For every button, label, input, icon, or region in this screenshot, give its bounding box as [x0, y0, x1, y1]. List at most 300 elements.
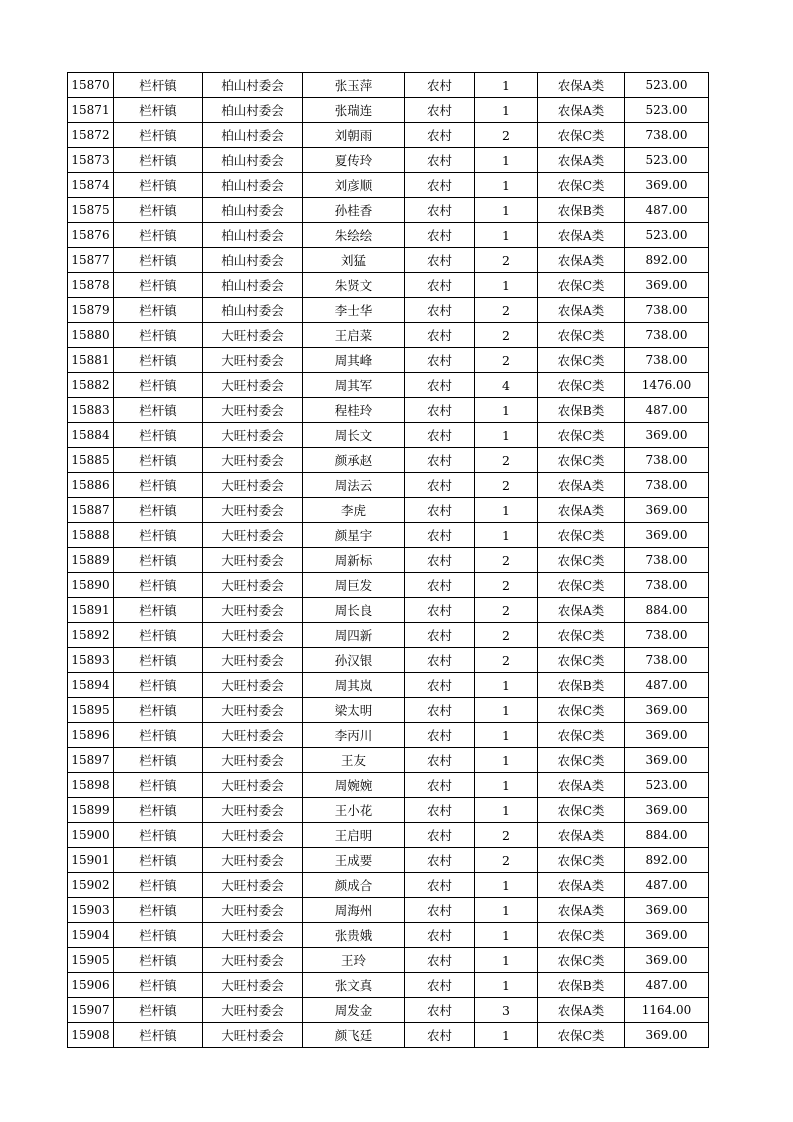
amount-cell: 369.00 — [625, 523, 709, 548]
table-row — [68, 823, 709, 848]
insurance-category-cell: 农保C类 — [538, 1023, 625, 1048]
village-committee-cell: 大旺村委会 — [203, 823, 303, 848]
village-committee-cell: 大旺村委会 — [203, 323, 303, 348]
household-type-cell: 农村 — [405, 98, 475, 123]
insurance-category-cell: 农保A类 — [538, 98, 625, 123]
person-name-cell: 颜承赵 — [303, 448, 405, 473]
village-committee-cell: 大旺村委会 — [203, 723, 303, 748]
amount-cell: 738.00 — [625, 548, 709, 573]
village-committee-cell: 大旺村委会 — [203, 673, 303, 698]
insurance-category-cell: 农保C类 — [538, 273, 625, 298]
record-id-cell: 15897 — [68, 748, 114, 773]
insurance-category-cell: 农保C类 — [538, 373, 625, 398]
household-type-cell: 农村 — [405, 448, 475, 473]
amount-cell: 1476.00 — [625, 373, 709, 398]
record-id-cell: 15900 — [68, 823, 114, 848]
town-cell: 栏杆镇 — [114, 1023, 203, 1048]
person-name-cell: 周发金 — [303, 998, 405, 1023]
record-id-cell: 15886 — [68, 473, 114, 498]
town-cell: 栏杆镇 — [114, 473, 203, 498]
table-row — [68, 548, 709, 573]
amount-cell: 738.00 — [625, 323, 709, 348]
household-type-cell: 农村 — [405, 873, 475, 898]
record-id-cell: 15889 — [68, 548, 114, 573]
record-id-cell: 15888 — [68, 523, 114, 548]
amount-cell: 523.00 — [625, 223, 709, 248]
member-count-cell: 1 — [475, 523, 538, 548]
member-count-cell: 1 — [475, 173, 538, 198]
household-type-cell: 农村 — [405, 498, 475, 523]
town-cell: 栏杆镇 — [114, 448, 203, 473]
member-count-cell: 1 — [475, 398, 538, 423]
town-cell: 栏杆镇 — [114, 98, 203, 123]
table-row — [68, 573, 709, 598]
table-row — [68, 948, 709, 973]
household-type-cell: 农村 — [405, 373, 475, 398]
insurance-category-cell: 农保C类 — [538, 448, 625, 473]
record-id-cell: 15902 — [68, 873, 114, 898]
insurance-category-cell: 农保C类 — [538, 948, 625, 973]
insurance-category-cell: 农保C类 — [538, 648, 625, 673]
amount-cell: 369.00 — [625, 898, 709, 923]
town-cell: 栏杆镇 — [114, 798, 203, 823]
table-row — [68, 173, 709, 198]
table-row — [68, 623, 709, 648]
town-cell: 栏杆镇 — [114, 248, 203, 273]
insurance-category-cell: 农保C类 — [538, 423, 625, 448]
insurance-category-cell: 农保C类 — [538, 923, 625, 948]
amount-cell: 369.00 — [625, 723, 709, 748]
household-type-cell: 农村 — [405, 648, 475, 673]
town-cell: 栏杆镇 — [114, 498, 203, 523]
member-count-cell: 1 — [475, 948, 538, 973]
table-row — [68, 98, 709, 123]
record-id-cell: 15875 — [68, 198, 114, 223]
town-cell: 栏杆镇 — [114, 973, 203, 998]
village-committee-cell: 柏山村委会 — [203, 173, 303, 198]
amount-cell: 369.00 — [625, 798, 709, 823]
insurance-category-cell: 农保A类 — [538, 148, 625, 173]
table-row — [68, 648, 709, 673]
table-row — [68, 723, 709, 748]
record-id-cell: 15881 — [68, 348, 114, 373]
table-row — [68, 148, 709, 173]
household-type-cell: 农村 — [405, 598, 475, 623]
insurance-category-cell: 农保A类 — [538, 223, 625, 248]
table-row — [68, 298, 709, 323]
household-type-cell: 农村 — [405, 298, 475, 323]
town-cell: 栏杆镇 — [114, 523, 203, 548]
household-type-cell: 农村 — [405, 323, 475, 348]
household-type-cell: 农村 — [405, 148, 475, 173]
insurance-category-cell: 农保C类 — [538, 523, 625, 548]
record-id-cell: 15896 — [68, 723, 114, 748]
table-row — [68, 923, 709, 948]
household-type-cell: 农村 — [405, 723, 475, 748]
household-type-cell: 农村 — [405, 773, 475, 798]
town-cell: 栏杆镇 — [114, 898, 203, 923]
insurance-category-cell: 农保A类 — [538, 498, 625, 523]
person-name-cell: 王启明 — [303, 823, 405, 848]
table-row — [68, 1023, 709, 1048]
village-committee-cell: 大旺村委会 — [203, 998, 303, 1023]
record-id-cell: 15874 — [68, 173, 114, 198]
village-committee-cell: 大旺村委会 — [203, 473, 303, 498]
town-cell: 栏杆镇 — [114, 273, 203, 298]
household-type-cell: 农村 — [405, 273, 475, 298]
person-name-cell: 周新标 — [303, 548, 405, 573]
village-committee-cell: 大旺村委会 — [203, 698, 303, 723]
village-committee-cell: 大旺村委会 — [203, 598, 303, 623]
person-name-cell: 王小花 — [303, 798, 405, 823]
town-cell: 栏杆镇 — [114, 698, 203, 723]
household-type-cell: 农村 — [405, 1023, 475, 1048]
household-type-cell: 农村 — [405, 698, 475, 723]
table-row — [68, 748, 709, 773]
village-committee-cell: 大旺村委会 — [203, 523, 303, 548]
village-committee-cell: 大旺村委会 — [203, 573, 303, 598]
household-type-cell: 农村 — [405, 573, 475, 598]
town-cell: 栏杆镇 — [114, 948, 203, 973]
member-count-cell: 1 — [475, 498, 538, 523]
person-name-cell: 朱绘绘 — [303, 223, 405, 248]
person-name-cell: 周婉婉 — [303, 773, 405, 798]
insurance-category-cell: 农保B类 — [538, 673, 625, 698]
person-name-cell: 刘彦顺 — [303, 173, 405, 198]
town-cell: 栏杆镇 — [114, 748, 203, 773]
insurance-category-cell: 农保A类 — [538, 823, 625, 848]
town-cell: 栏杆镇 — [114, 573, 203, 598]
village-committee-cell: 大旺村委会 — [203, 973, 303, 998]
table-row — [68, 73, 709, 98]
member-count-cell: 1 — [475, 273, 538, 298]
amount-cell: 738.00 — [625, 623, 709, 648]
member-count-cell: 1 — [475, 698, 538, 723]
amount-cell: 892.00 — [625, 248, 709, 273]
person-name-cell: 夏传玲 — [303, 148, 405, 173]
town-cell: 栏杆镇 — [114, 598, 203, 623]
person-name-cell: 周四新 — [303, 623, 405, 648]
person-name-cell: 孙汉银 — [303, 648, 405, 673]
household-type-cell: 农村 — [405, 198, 475, 223]
member-count-cell: 1 — [475, 873, 538, 898]
amount-cell: 369.00 — [625, 748, 709, 773]
insurance-category-cell: 农保C类 — [538, 348, 625, 373]
town-cell: 栏杆镇 — [114, 673, 203, 698]
town-cell: 栏杆镇 — [114, 323, 203, 348]
town-cell: 栏杆镇 — [114, 998, 203, 1023]
amount-cell: 738.00 — [625, 298, 709, 323]
record-id-cell: 15892 — [68, 623, 114, 648]
insurance-category-cell: 农保A类 — [538, 298, 625, 323]
insurance-category-cell: 农保C类 — [538, 173, 625, 198]
village-committee-cell: 大旺村委会 — [203, 898, 303, 923]
person-name-cell: 周其岚 — [303, 673, 405, 698]
amount-cell: 884.00 — [625, 598, 709, 623]
town-cell: 栏杆镇 — [114, 173, 203, 198]
insurance-category-cell: 农保A类 — [538, 598, 625, 623]
record-id-cell: 15887 — [68, 498, 114, 523]
member-count-cell: 1 — [475, 923, 538, 948]
record-id-cell: 15872 — [68, 123, 114, 148]
amount-cell: 738.00 — [625, 648, 709, 673]
record-id-cell: 15878 — [68, 273, 114, 298]
person-name-cell: 颜飞廷 — [303, 1023, 405, 1048]
table-row — [68, 373, 709, 398]
person-name-cell: 周长文 — [303, 423, 405, 448]
table-row — [68, 523, 709, 548]
village-committee-cell: 大旺村委会 — [203, 373, 303, 398]
town-cell: 栏杆镇 — [114, 298, 203, 323]
village-committee-cell: 大旺村委会 — [203, 623, 303, 648]
household-type-cell: 农村 — [405, 898, 475, 923]
member-count-cell: 1 — [475, 973, 538, 998]
record-id-cell: 15891 — [68, 598, 114, 623]
insurance-category-cell: 农保C类 — [538, 848, 625, 873]
person-name-cell: 王成要 — [303, 848, 405, 873]
village-committee-cell: 柏山村委会 — [203, 248, 303, 273]
member-count-cell: 2 — [475, 598, 538, 623]
amount-cell: 523.00 — [625, 73, 709, 98]
village-committee-cell: 大旺村委会 — [203, 1023, 303, 1048]
amount-cell: 1164.00 — [625, 998, 709, 1023]
village-committee-cell: 柏山村委会 — [203, 148, 303, 173]
town-cell: 栏杆镇 — [114, 73, 203, 98]
record-id-cell: 15894 — [68, 673, 114, 698]
town-cell: 栏杆镇 — [114, 848, 203, 873]
table-row — [68, 598, 709, 623]
household-type-cell: 农村 — [405, 73, 475, 98]
household-type-cell: 农村 — [405, 348, 475, 373]
town-cell: 栏杆镇 — [114, 873, 203, 898]
member-count-cell: 3 — [475, 998, 538, 1023]
record-id-cell: 15884 — [68, 423, 114, 448]
member-count-cell: 2 — [475, 248, 538, 273]
town-cell: 栏杆镇 — [114, 123, 203, 148]
person-name-cell: 张文真 — [303, 973, 405, 998]
person-name-cell: 孙桂香 — [303, 198, 405, 223]
insurance-category-cell: 农保B类 — [538, 198, 625, 223]
town-cell: 栏杆镇 — [114, 723, 203, 748]
member-count-cell: 2 — [475, 548, 538, 573]
record-id-cell: 15895 — [68, 698, 114, 723]
member-count-cell: 2 — [475, 473, 538, 498]
person-name-cell: 朱贤文 — [303, 273, 405, 298]
person-name-cell: 周其峰 — [303, 348, 405, 373]
record-id-cell: 15905 — [68, 948, 114, 973]
household-type-cell: 农村 — [405, 748, 475, 773]
amount-cell: 369.00 — [625, 423, 709, 448]
village-committee-cell: 柏山村委会 — [203, 98, 303, 123]
person-name-cell: 周法云 — [303, 473, 405, 498]
household-type-cell: 农村 — [405, 523, 475, 548]
town-cell: 栏杆镇 — [114, 823, 203, 848]
table-row — [68, 698, 709, 723]
amount-cell: 369.00 — [625, 498, 709, 523]
member-count-cell: 1 — [475, 748, 538, 773]
person-name-cell: 周长良 — [303, 598, 405, 623]
insurance-category-cell: 农保C类 — [538, 323, 625, 348]
town-cell: 栏杆镇 — [114, 648, 203, 673]
person-name-cell: 程桂玲 — [303, 398, 405, 423]
town-cell: 栏杆镇 — [114, 198, 203, 223]
record-id-cell: 15903 — [68, 898, 114, 923]
household-type-cell: 农村 — [405, 848, 475, 873]
amount-cell: 369.00 — [625, 1023, 709, 1048]
village-committee-cell: 柏山村委会 — [203, 298, 303, 323]
amount-cell: 738.00 — [625, 573, 709, 598]
member-count-cell: 4 — [475, 373, 538, 398]
table-row — [68, 498, 709, 523]
table-row — [68, 473, 709, 498]
household-type-cell: 农村 — [405, 973, 475, 998]
amount-cell: 487.00 — [625, 973, 709, 998]
town-cell: 栏杆镇 — [114, 548, 203, 573]
record-id-cell: 15885 — [68, 448, 114, 473]
town-cell: 栏杆镇 — [114, 923, 203, 948]
insurance-category-cell: 农保C类 — [538, 698, 625, 723]
member-count-cell: 1 — [475, 898, 538, 923]
insurance-category-cell: 农保A类 — [538, 898, 625, 923]
amount-cell: 738.00 — [625, 448, 709, 473]
insurance-category-cell: 农保C类 — [538, 548, 625, 573]
member-count-cell: 2 — [475, 448, 538, 473]
insurance-category-cell: 农保C类 — [538, 123, 625, 148]
person-name-cell: 周海州 — [303, 898, 405, 923]
record-id-cell: 15879 — [68, 298, 114, 323]
insurance-category-cell: 农保B类 — [538, 398, 625, 423]
table-row — [68, 248, 709, 273]
household-type-cell: 农村 — [405, 123, 475, 148]
town-cell: 栏杆镇 — [114, 623, 203, 648]
person-name-cell: 颜星宇 — [303, 523, 405, 548]
amount-cell: 487.00 — [625, 198, 709, 223]
insurance-category-cell: 农保C类 — [538, 723, 625, 748]
table-row — [68, 998, 709, 1023]
person-name-cell: 刘朝雨 — [303, 123, 405, 148]
insurance-category-cell: 农保C类 — [538, 798, 625, 823]
village-committee-cell: 大旺村委会 — [203, 923, 303, 948]
table-row — [68, 848, 709, 873]
insurance-category-cell: 农保A类 — [538, 473, 625, 498]
person-name-cell: 李丙川 — [303, 723, 405, 748]
member-count-cell: 2 — [475, 848, 538, 873]
village-committee-cell: 大旺村委会 — [203, 498, 303, 523]
amount-cell: 738.00 — [625, 473, 709, 498]
village-committee-cell: 大旺村委会 — [203, 348, 303, 373]
record-id-cell: 15877 — [68, 248, 114, 273]
insurance-category-cell: 农保C类 — [538, 573, 625, 598]
village-committee-cell: 柏山村委会 — [203, 123, 303, 148]
person-name-cell: 李士华 — [303, 298, 405, 323]
town-cell: 栏杆镇 — [114, 423, 203, 448]
household-type-cell: 农村 — [405, 423, 475, 448]
amount-cell: 369.00 — [625, 173, 709, 198]
insurance-category-cell: 农保C类 — [538, 623, 625, 648]
person-name-cell: 周其军 — [303, 373, 405, 398]
household-type-cell: 农村 — [405, 248, 475, 273]
amount-cell: 487.00 — [625, 398, 709, 423]
record-id-cell: 15882 — [68, 373, 114, 398]
member-count-cell: 2 — [475, 623, 538, 648]
table-row — [68, 348, 709, 373]
member-count-cell: 1 — [475, 1023, 538, 1048]
insurance-category-cell: 农保B类 — [538, 973, 625, 998]
amount-cell: 369.00 — [625, 923, 709, 948]
member-count-cell: 1 — [475, 798, 538, 823]
town-cell: 栏杆镇 — [114, 398, 203, 423]
record-id-cell: 15904 — [68, 923, 114, 948]
table-row — [68, 798, 709, 823]
table-row — [68, 273, 709, 298]
village-committee-cell: 柏山村委会 — [203, 223, 303, 248]
member-count-cell: 1 — [475, 773, 538, 798]
household-type-cell: 农村 — [405, 223, 475, 248]
record-id-cell: 15876 — [68, 223, 114, 248]
household-type-cell: 农村 — [405, 798, 475, 823]
table-row — [68, 123, 709, 148]
insurance-category-cell: 农保A类 — [538, 773, 625, 798]
village-committee-cell: 大旺村委会 — [203, 798, 303, 823]
amount-cell: 369.00 — [625, 948, 709, 973]
member-count-cell: 1 — [475, 723, 538, 748]
member-count-cell: 2 — [475, 348, 538, 373]
household-type-cell: 农村 — [405, 623, 475, 648]
insurance-category-cell: 农保C类 — [538, 748, 625, 773]
table-row — [68, 773, 709, 798]
village-committee-cell: 柏山村委会 — [203, 198, 303, 223]
member-count-cell: 1 — [475, 73, 538, 98]
member-count-cell: 2 — [475, 123, 538, 148]
record-id-cell: 15906 — [68, 973, 114, 998]
amount-cell: 369.00 — [625, 273, 709, 298]
town-cell: 栏杆镇 — [114, 773, 203, 798]
record-id-cell: 15880 — [68, 323, 114, 348]
member-count-cell: 2 — [475, 323, 538, 348]
household-type-cell: 农村 — [405, 548, 475, 573]
person-name-cell: 王玲 — [303, 948, 405, 973]
table-row — [68, 198, 709, 223]
member-count-cell: 1 — [475, 198, 538, 223]
table-row — [68, 398, 709, 423]
town-cell: 栏杆镇 — [114, 148, 203, 173]
insurance-category-cell: 农保A类 — [538, 73, 625, 98]
record-id-cell: 15907 — [68, 998, 114, 1023]
record-id-cell: 15901 — [68, 848, 114, 873]
amount-cell: 738.00 — [625, 123, 709, 148]
town-cell: 栏杆镇 — [114, 348, 203, 373]
village-committee-cell: 柏山村委会 — [203, 73, 303, 98]
village-committee-cell: 大旺村委会 — [203, 948, 303, 973]
record-id-cell: 15890 — [68, 573, 114, 598]
household-type-cell: 农村 — [405, 173, 475, 198]
record-id-cell: 15898 — [68, 773, 114, 798]
village-committee-cell: 大旺村委会 — [203, 398, 303, 423]
table-row — [68, 898, 709, 923]
household-type-cell: 农村 — [405, 998, 475, 1023]
village-committee-cell: 大旺村委会 — [203, 748, 303, 773]
member-count-cell: 1 — [475, 423, 538, 448]
person-name-cell: 王友 — [303, 748, 405, 773]
town-cell: 栏杆镇 — [114, 373, 203, 398]
insurance-category-cell: 农保A类 — [538, 248, 625, 273]
household-type-cell: 农村 — [405, 948, 475, 973]
person-name-cell: 王启菜 — [303, 323, 405, 348]
household-type-cell: 农村 — [405, 398, 475, 423]
village-committee-cell: 柏山村委会 — [203, 273, 303, 298]
member-count-cell: 1 — [475, 98, 538, 123]
village-committee-cell: 大旺村委会 — [203, 648, 303, 673]
